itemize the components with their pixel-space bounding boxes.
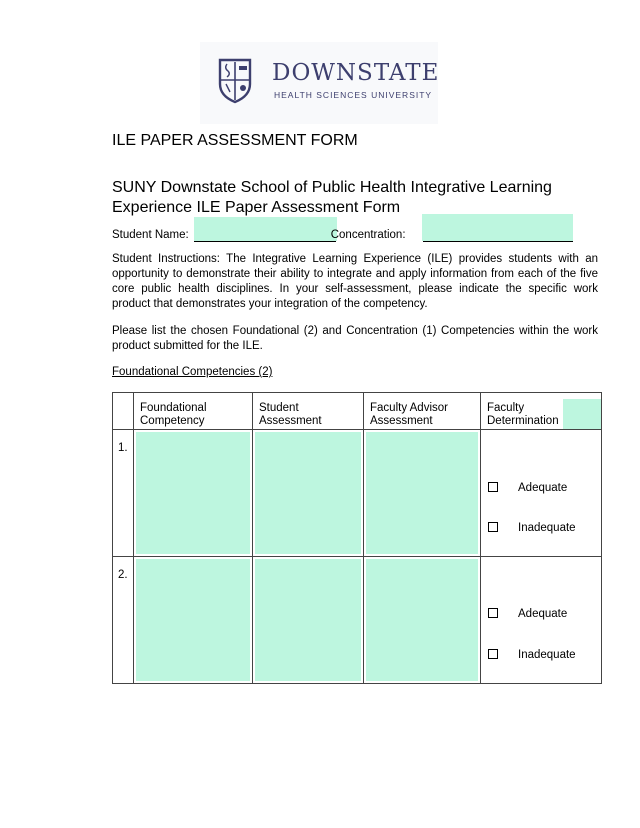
inadequate-option-2[interactable] bbox=[488, 649, 576, 661]
checkbox-icon[interactable] bbox=[488, 608, 498, 618]
shield-icon bbox=[218, 58, 252, 104]
faculty-determination-cell-1 bbox=[481, 430, 602, 557]
competency-list-note: Please list the chosen Foundational (2) and Concentration (1) Competencies within the work product submitted for the ILE. bbox=[112, 325, 598, 352]
header-faculty-determination: Faculty Determination bbox=[487, 402, 559, 427]
student-instructions: Student Instructions: The Integrative Learning Experience (ILE) provides students with an opportunity to demonstrate their ability to integrate and apply information from each of the five core public health disciplines. In your self-assessment, please indicate the specific work product that demonstrates your integration of the competency. bbox=[112, 253, 598, 310]
student-info-row bbox=[112, 229, 556, 241]
adequate-label: Adequate bbox=[518, 608, 568, 620]
header-faculty-determination-cell bbox=[481, 393, 602, 430]
form-title: ILE PAPER ASSESSMENT FORM bbox=[112, 132, 358, 149]
student-assessment-field-1[interactable] bbox=[253, 430, 364, 557]
adequate-option-2[interactable] bbox=[488, 608, 567, 620]
adequate-option-1[interactable] bbox=[488, 482, 567, 494]
student-name-label: Student Name: bbox=[112, 229, 189, 241]
inadequate-option-1[interactable] bbox=[488, 522, 576, 534]
faculty-advisor-assessment-field-2[interactable] bbox=[364, 557, 481, 684]
foundational-competencies-table bbox=[112, 392, 602, 684]
concentration-label: Concentration: bbox=[330, 229, 406, 241]
table-row bbox=[113, 557, 602, 684]
faculty-determination-cell-2 bbox=[481, 557, 602, 684]
checkbox-icon[interactable] bbox=[488, 649, 498, 659]
checkbox-icon[interactable] bbox=[488, 522, 498, 532]
header-number bbox=[113, 393, 134, 430]
row-number: 2. bbox=[113, 557, 134, 684]
checkbox-icon[interactable] bbox=[488, 482, 498, 492]
logo-title: DOWNSTATE bbox=[272, 60, 440, 86]
student-name-underline bbox=[194, 241, 336, 242]
determination-highlight bbox=[563, 399, 601, 429]
foundational-competency-field-1[interactable] bbox=[134, 430, 253, 557]
form-subtitle: SUNY Downstate School of Public Health Integrative Learning Experience ILE Paper Assessment Form bbox=[112, 179, 552, 216]
faculty-advisor-assessment-field-1[interactable] bbox=[364, 430, 481, 557]
header-student-assessment: Student Assessment bbox=[253, 393, 364, 430]
table-row bbox=[113, 430, 602, 557]
header-faculty-advisor-assessment: Faculty Advisor Assessment bbox=[364, 393, 481, 430]
adequate-label: Adequate bbox=[518, 482, 568, 494]
student-assessment-field-2[interactable] bbox=[253, 557, 364, 684]
foundational-competencies-label: Foundational Competencies (2) bbox=[112, 366, 273, 378]
concentration-underline bbox=[423, 241, 573, 242]
row-number: 1. bbox=[113, 430, 134, 557]
inadequate-label: Inadequate bbox=[518, 649, 576, 661]
university-logo bbox=[200, 42, 438, 124]
header-foundational-competency: Foundational Competency bbox=[134, 393, 253, 430]
inadequate-label: Inadequate bbox=[518, 522, 576, 534]
foundational-competency-field-2[interactable] bbox=[134, 557, 253, 684]
logo-subtitle: HEALTH SCIENCES UNIVERSITY bbox=[274, 90, 433, 100]
table-header-row bbox=[113, 393, 602, 430]
